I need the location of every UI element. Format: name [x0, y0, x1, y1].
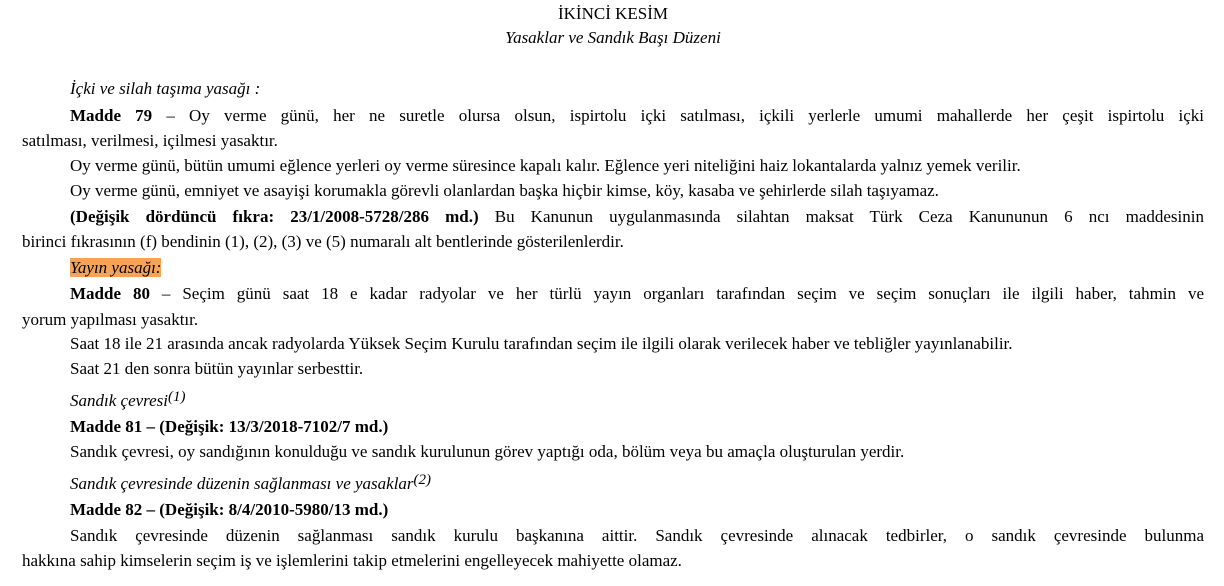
article-81-label-row	[70, 417, 1204, 437]
article-81-heading-row	[70, 391, 1204, 411]
article-80-para3: Saat 21 den sonra bütün yayınlar serbesttir.	[70, 359, 364, 378]
article-80-para1-line2: yorum yapılması yasaktır.	[22, 310, 199, 329]
article-79-label: Madde 79	[70, 106, 153, 125]
article-81-heading: Sandık çevresi	[70, 391, 169, 410]
article-80-para1-line1	[70, 284, 1204, 304]
article-80-para2: Saat 18 ile 21 arasında ancak radyolarda Yüksek Seçim Kurulu tarafından seçim ile ilgili olarak verilecek haber ve tebliğler yayınlanabilir.	[70, 334, 1013, 353]
article-82-label: Madde 82 – (Değişik: 8/4/2010-5980/13 md.)	[70, 500, 389, 519]
section-subtitle: Yasaklar ve Sandık Başı Düzeni	[505, 28, 721, 47]
article-82-para1-line1: Sandık çevresinde düzenin sağlanması sandık kurulu başkanına aittir. Sandık çevresinde alınacak tedbirler, o sandık çevresinde bulunma	[70, 526, 1204, 545]
article-79-para4-line1	[70, 207, 1204, 227]
article-79-text: – Oy verme günü, her ne suretle olursa olsun, ispirtolu içki satılması, içkili yerlerle umumi mahallerde her çeşit ispirtolu içki	[152, 106, 1204, 125]
article-79-para4-line2: birinci fıkrasının (f) bendinin (1), (2), (3) ve (5) numaralı alt bentlerinde gösterilenlerdir.	[22, 232, 624, 251]
article-81-label: Madde 81 – (Değişik: 13/3/2018-7102/7 md.)	[70, 417, 389, 436]
article-80-label: Madde 80	[70, 284, 150, 303]
article-82-label-row	[70, 500, 1204, 520]
article-79-para2: Oy verme günü, bütün umumi eğlence yerleri oy verme süresince kapalı kalır. Eğlence yeri niteliğini haiz lokantalarda yalnız yemek verilir.	[70, 156, 1021, 175]
article-82-heading: Sandık çevresinde düzenin sağlanması ve yasaklar	[70, 474, 414, 493]
article-79-para3: Oy verme günü, emniyet ve asayişi korumakla görevli olanlardan başka hiçbir kimse, köy, kasaba ve şehirlerde silah taşıyamaz.	[70, 181, 939, 200]
article-82-para1-line2: hakkına sahip kimselerin seçim iş ve işlemlerini takip etmelerini engelleyecek mahiyette olamaz.	[22, 551, 682, 570]
amendment-note: (Değişik dördüncü fıkra: 23/1/2008-5728/286 md.)	[70, 207, 479, 226]
article-82-heading-row	[70, 474, 1204, 494]
article-79-heading: İçki ve silah taşıma yasağı :	[70, 79, 261, 98]
article-81-para1: Sandık çevresi, oy sandığının konulduğu ve sandık kurulunun görev yaptığı oda, bölüm veya bu amaçla oluşturulan yerdir.	[70, 442, 905, 461]
article-79-para1-line1	[70, 106, 1204, 126]
article-80-heading-row	[70, 258, 1204, 278]
article-79-para4-text: Bu Kanunun uygulanmasında silahtan maksat Türk Ceza Kanununun 6 ncı maddesinin	[478, 207, 1204, 226]
article-80-heading: Yayın yasağı:	[70, 258, 162, 277]
footnote-ref-1: (1)	[168, 389, 186, 405]
article-79-para1-line2: satılması, verilmesi, içilmesi yasaktır.	[22, 131, 278, 150]
article-80-text: – Seçim günü saat 18 e kadar radyolar ve her türlü yayın organları tarafından seçim ve seçim sonuçları ile ilgili haber, tahmin ve	[149, 284, 1205, 303]
footnote-ref-2: (2)	[413, 472, 432, 488]
section-title: İKİNCİ KESİM	[557, 4, 669, 23]
